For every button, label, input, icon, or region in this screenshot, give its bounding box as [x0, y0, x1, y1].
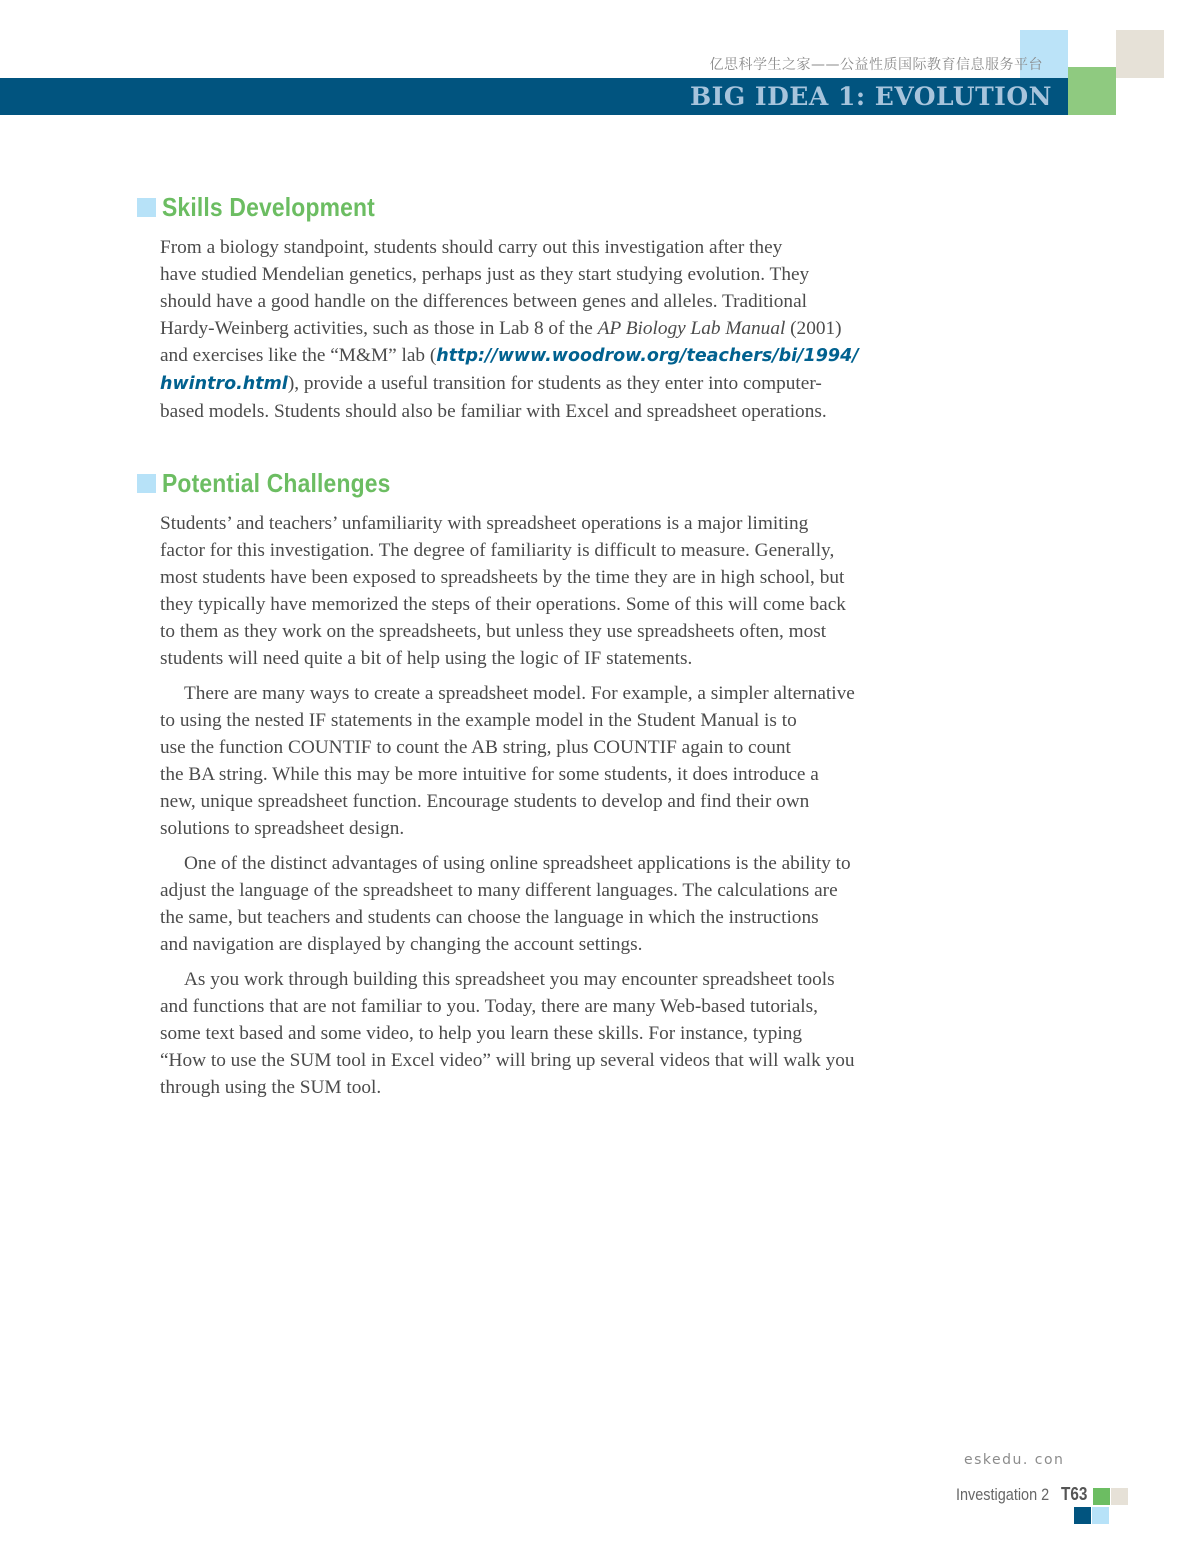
page-header-title: BIG IDEA 1: EVOLUTION: [690, 82, 1052, 111]
heading-bullet-square-icon: [137, 474, 156, 493]
text-line: through using the SUM tool.: [160, 1077, 382, 1098]
footer-investigation-label: Investigation 2: [956, 1485, 1050, 1504]
paragraph: [160, 234, 920, 425]
decorative-square-beige: [1116, 30, 1164, 78]
text-line: factor for this investigation. The degree of familiarity is difficult to measure. Generally,: [160, 540, 835, 561]
text-line: and navigation are displayed by changing the account settings.: [160, 934, 643, 955]
text-line: based models. Students should also be familiar with Excel and spreadsheet operations.: [160, 401, 827, 422]
paragraph: [160, 966, 920, 1101]
text-line: [160, 370, 920, 398]
footer-site-text: eskedu. con: [964, 1452, 1065, 1468]
watermark-text: 亿思科学生之家——公益性质国际教育信息服务平台: [709, 57, 1043, 73]
mm-lab-link[interactable]: http://www.woodrow.org/teachers/bi/1994/: [436, 346, 859, 366]
text-line: some text based and some video, to help you learn these skills. For instance, typing: [160, 1023, 803, 1044]
text-run: and exercises like the “M&M” lab (: [160, 345, 437, 366]
text-line: should have a good handle on the differences between genes and alleles. Traditional: [160, 291, 807, 312]
text-line: solutions to spreadsheet design.: [160, 818, 405, 839]
text-line: [160, 342, 920, 370]
text-line: they typically have memorized the steps of their operations. Some of this will come back: [160, 594, 846, 615]
section-heading-potential-challenges: [137, 468, 422, 499]
section-body-potential-challenges: [160, 510, 920, 1101]
section-body-skills-development: [160, 234, 920, 425]
text-line: adjust the language of the spreadsheet to many different languages. The calculations are: [160, 880, 838, 901]
text-line: the same, but teachers and students can choose the language in which the instructions: [160, 907, 819, 928]
paragraph: [160, 680, 920, 842]
paragraph: [160, 510, 920, 672]
footer-square-dark-blue: [1074, 1507, 1091, 1524]
text-run: ), provide a useful transition for students as they enter into computer-: [287, 373, 822, 394]
paragraph: [160, 850, 920, 958]
text-line: From a biology standpoint, students should carry out this investigation after they: [160, 237, 783, 258]
text-run: Hardy-Weinberg activities, such as those in Lab 8 of the: [160, 318, 598, 339]
footer-square-beige: [1111, 1488, 1128, 1505]
section-heading-text: Skills Development: [162, 192, 375, 222]
text-line: use the function COUNTIF to count the AB string, plus COUNTIF again to count: [160, 737, 791, 758]
text-line: There are many ways to create a spreadsheet model. For example, a simpler alternative: [184, 683, 855, 704]
text-line: to them as they work on the spreadsheets, but unless they use spreadsheets often, most: [160, 621, 827, 642]
text-line: new, unique spreadsheet function. Encourage students to develop and find their own: [160, 791, 810, 812]
page-number: T63: [1061, 1484, 1088, 1504]
footer-square-light-blue: [1092, 1507, 1109, 1524]
text-line: [160, 315, 920, 342]
text-line: the BA string. While this may be more intuitive for some students, it does introduce a: [160, 764, 819, 785]
book-title: AP Biology Lab Manual: [597, 318, 786, 339]
text-line: most students have been exposed to spreadsheets by the time they are in high school, but: [160, 567, 845, 588]
heading-bullet-square-icon: [137, 198, 156, 217]
text-line: “How to use the SUM tool in Excel video” will bring up several videos that will walk you: [160, 1050, 855, 1071]
section-heading-text: Potential Challenges: [162, 468, 391, 498]
text-line: students will need quite a bit of help using the logic of IF statements.: [160, 648, 693, 669]
mm-lab-link-continued[interactable]: hwintro.html: [160, 374, 288, 394]
text-line: One of the distinct advantages of using online spreadsheet applications is the ability to: [184, 853, 851, 874]
section-heading-skills-development: [137, 192, 404, 223]
text-run: (2001): [785, 318, 842, 339]
text-line: to using the nested IF statements in the example model in the Student Manual is to: [160, 710, 797, 731]
text-line: have studied Mendelian genetics, perhaps just as they start studying evolution. They: [160, 264, 810, 285]
text-line: and functions that are not familiar to you. Today, there are many Web-based tutorials,: [160, 996, 818, 1017]
text-line: As you work through building this spreadsheet you may encounter spreadsheet tools: [184, 969, 835, 990]
decorative-square-green: [1068, 67, 1116, 115]
footer-square-green: [1093, 1488, 1110, 1505]
text-line: Students’ and teachers’ unfamiliarity with spreadsheet operations is a major limiting: [160, 513, 809, 534]
